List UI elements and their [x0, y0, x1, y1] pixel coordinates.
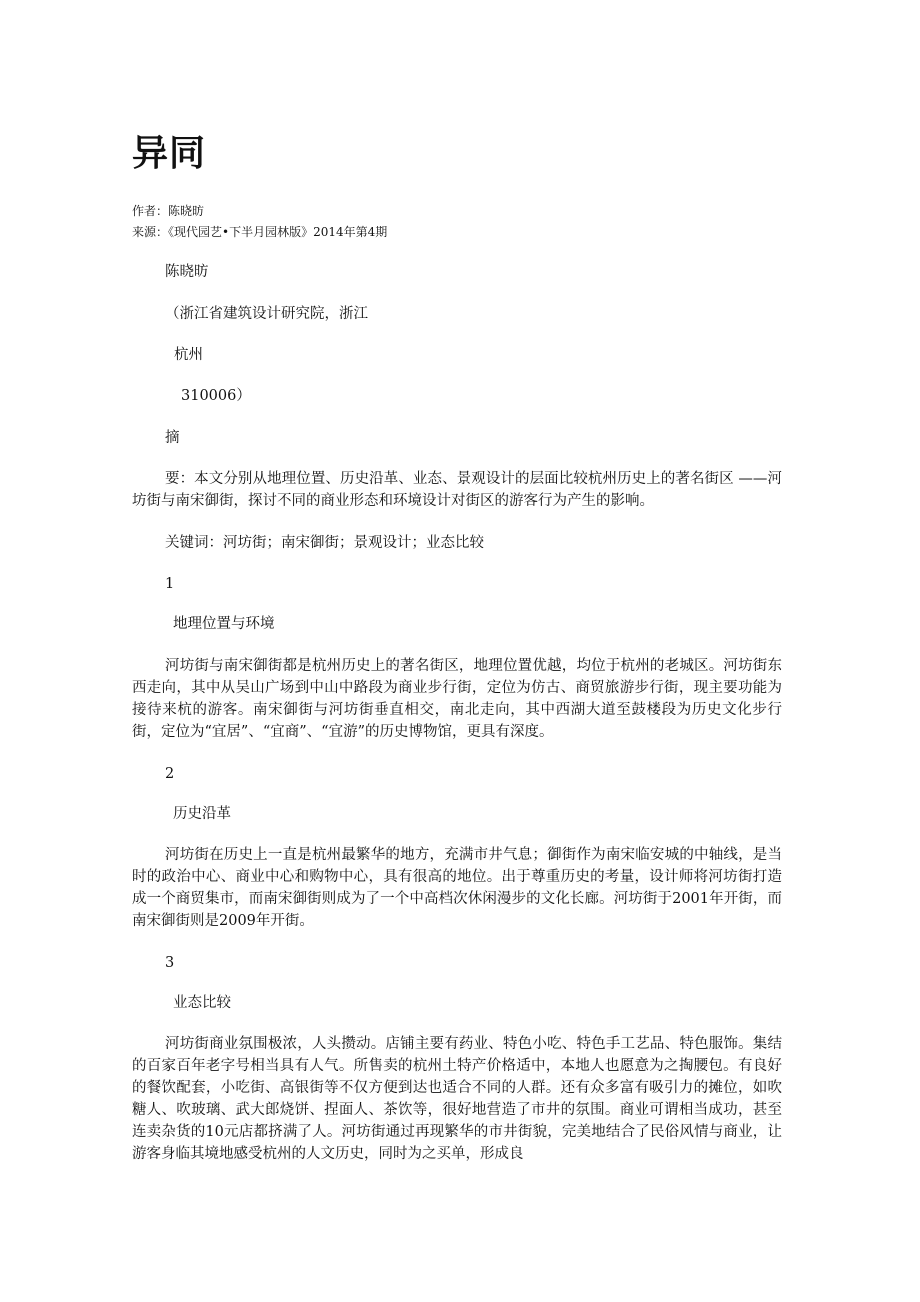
- affiliation-line-1: （浙江省建筑设计研究院，浙江: [165, 306, 368, 322]
- section-2-number: 2: [165, 766, 175, 782]
- section-2-text: 河坊街在历史上一直是杭州最繁华的地方，充满市井气息；御街作为南宋临安城的中轴线，是当时的政治中心、商业中心和购物中心，具有很高的地位。出于尊重历史的考量，设计师将河坊街打造成一个商贸集市，而南宋御街则成为了一个中高档次休闲漫步的文化长廊。河坊街于2001年开街，而南宋御街则是2009年开街。: [132, 847, 782, 929]
- section-3-text: 河坊街商业氛围极浓，人头攒动。店铺主要有药业、特色小吃、特色手工艺品、特色服饰。集结的百家百年老字号相当具有人气。所售卖的杭州土特产价格适中，本地人也愿意为之掏腰包。有良好的餐饮配套，小吃街、高银街等不仅方便到达也适合不同的人群。还有众多富有吸引力的摊位，如吹糖人、吹玻璃、武大郎烧饼、捏面人、茶饮等，很好地营造了市井的氛围。商业可谓相当成功，甚至连卖杂货的10元店都挤满了人。河坊街通过再现繁华的市井街貌，完美地结合了民俗风情与商业，让游客身临其境地感受杭州的人文历史，同时为之买单，形成良: [132, 1036, 782, 1162]
- author-line: 作者：陈晓昉: [132, 204, 205, 218]
- section-3-number: 3: [165, 955, 175, 971]
- abstract-text: 要：本文分别从地理位置、历史沿革、业态、景观设计的层面比较杭州历史上的著名街区 ——河坊街与南宋御街，探讨不同的商业形态和环境设计对街区的游客行为产生的影响。: [132, 471, 782, 509]
- section-1-title: 地理位置与环境: [173, 616, 275, 632]
- section-1-text: 河坊街与南宋御街都是杭州历史上的著名街区，地理位置优越，均位于杭州的老城区。河坊街东西走向，其中从吴山广场到中山中路段为商业步行街，定位为仿古、商贸旅游步行街，现主要功能为接待来杭的游客。南宋御街与河坊街垂直相交，南北走向，其中西湖大道至鼓楼段为历史文化步行街，定位为“宜居”、“宜商”、“宜游”的历史博物馆，更具有深度。: [132, 658, 782, 740]
- abstract-label: 摘: [165, 430, 180, 446]
- author-name: 陈晓昉: [165, 264, 209, 280]
- section-2-title: 历史沿革: [173, 806, 231, 822]
- affiliation-line-2: 杭州: [174, 347, 203, 363]
- section-1-number: 1: [165, 576, 175, 592]
- affiliation-line-3: 310006）: [181, 388, 251, 404]
- source-line: 来源：《现代园艺•下半月园林版》2014年第4期: [132, 225, 388, 239]
- section-3-title: 业态比较: [173, 995, 231, 1011]
- article-title: 异同: [132, 133, 207, 174]
- keywords: 关键词：河坊街；南宋御街；景观设计；业态比较: [165, 535, 484, 551]
